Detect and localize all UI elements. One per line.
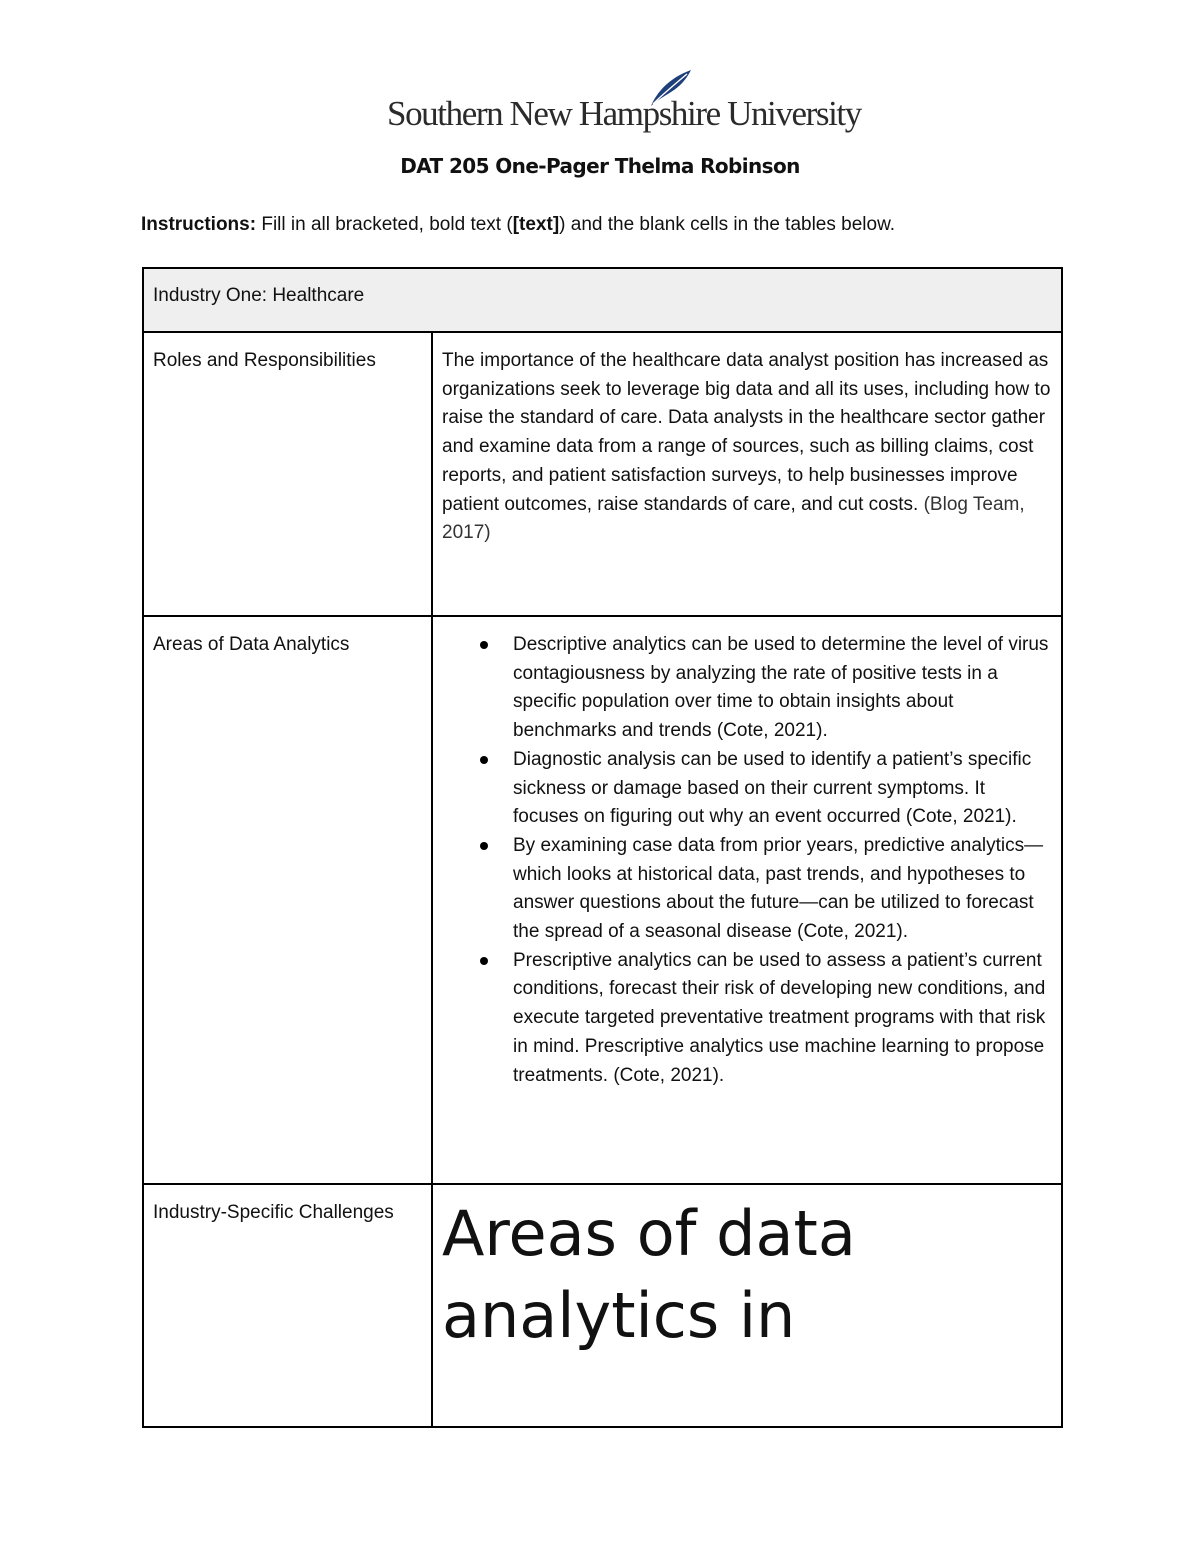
bullet-text: By examining case data from prior years, predictive analytics—which looks at historical data, past trends, and hypotheses to answer questions about the future—can be utilized to forecast the spread of a seasonal disease (Cote, 2021).	[513, 834, 1044, 943]
roles-content-cell	[432, 332, 1062, 616]
challenges-label: Industry-Specific Challenges	[143, 1184, 432, 1427]
areas-bullet-list	[442, 631, 1052, 1090]
list-item	[442, 746, 1052, 832]
logo-text: Southern New Hampshire University	[387, 94, 861, 133]
instructions-text-before: Fill in all bracketed, bold text (	[256, 214, 513, 235]
list-item	[442, 832, 1052, 947]
instructions-bracket-close: ]	[552, 214, 560, 235]
bullet-dot-icon	[480, 756, 488, 764]
challenges-row	[143, 1184, 1062, 1427]
challenges-content-cell	[432, 1184, 1062, 1427]
instructions-bold-word: text	[519, 214, 553, 235]
document-title: DAT 205 One-Pager Thelma Robinson	[400, 154, 800, 178]
bullet-dot-icon	[480, 842, 488, 850]
list-item	[442, 631, 1052, 746]
areas-row	[143, 616, 1062, 1184]
industry-header-cell: Industry One: Healthcare	[143, 268, 1062, 332]
bullet-dot-icon	[480, 641, 488, 649]
one-pager-table	[142, 267, 1063, 1428]
bullet-text: Descriptive analytics can be used to determine the level of virus contagiousness by analyzing the rate of positive tests in a specific population over time to obtain insights about benchmarks and trends (Cote, 2021).	[513, 634, 1049, 742]
bullet-text: Diagnostic analysis can be used to identify a patient’s specific sickness or damage based on their current symptoms. It focuses on figuring out why an event occurred (Cote, 2021).	[513, 748, 1032, 828]
areas-content-cell	[432, 616, 1062, 1184]
areas-label: Areas of Data Analytics	[143, 616, 432, 1184]
challenges-content: Areas of data analytics in	[442, 1197, 856, 1352]
instructions-line	[141, 214, 895, 236]
bullet-text: Prescriptive analytics can be used to assess a patient’s current conditions, forecast their risk of developing new conditions, and execute targeted preventative treatment programs with that risk in mind. Prescriptive analytics use machine learning to propose treatments. (Cote, 2021).	[513, 949, 1046, 1086]
roles-content: The importance of the healthcare data analyst position has increased as organizations seek to leverage big data and all its uses, including how to raise the standard of care. Data analysts in the healthcare sector gather and examine data from a range of sources, such as billing claims, cost reports, and patient satisfaction surveys, to help businesses improve patient outcomes, raise standards of care, and cut costs.	[442, 350, 1051, 515]
roles-row	[143, 332, 1062, 616]
instructions-text-after: ) and the blank cells in the tables below.	[559, 214, 896, 235]
roles-citation: (Blog Team, 2017)	[442, 493, 1025, 544]
list-item	[442, 947, 1052, 1091]
university-logo	[385, 68, 861, 138]
industry-header-row	[143, 268, 1062, 332]
instructions-bracket-open: [	[512, 214, 520, 235]
roles-label: Roles and Responsibilities	[143, 332, 432, 616]
instructions-label: Instructions:	[141, 214, 257, 235]
bullet-dot-icon	[480, 957, 488, 965]
